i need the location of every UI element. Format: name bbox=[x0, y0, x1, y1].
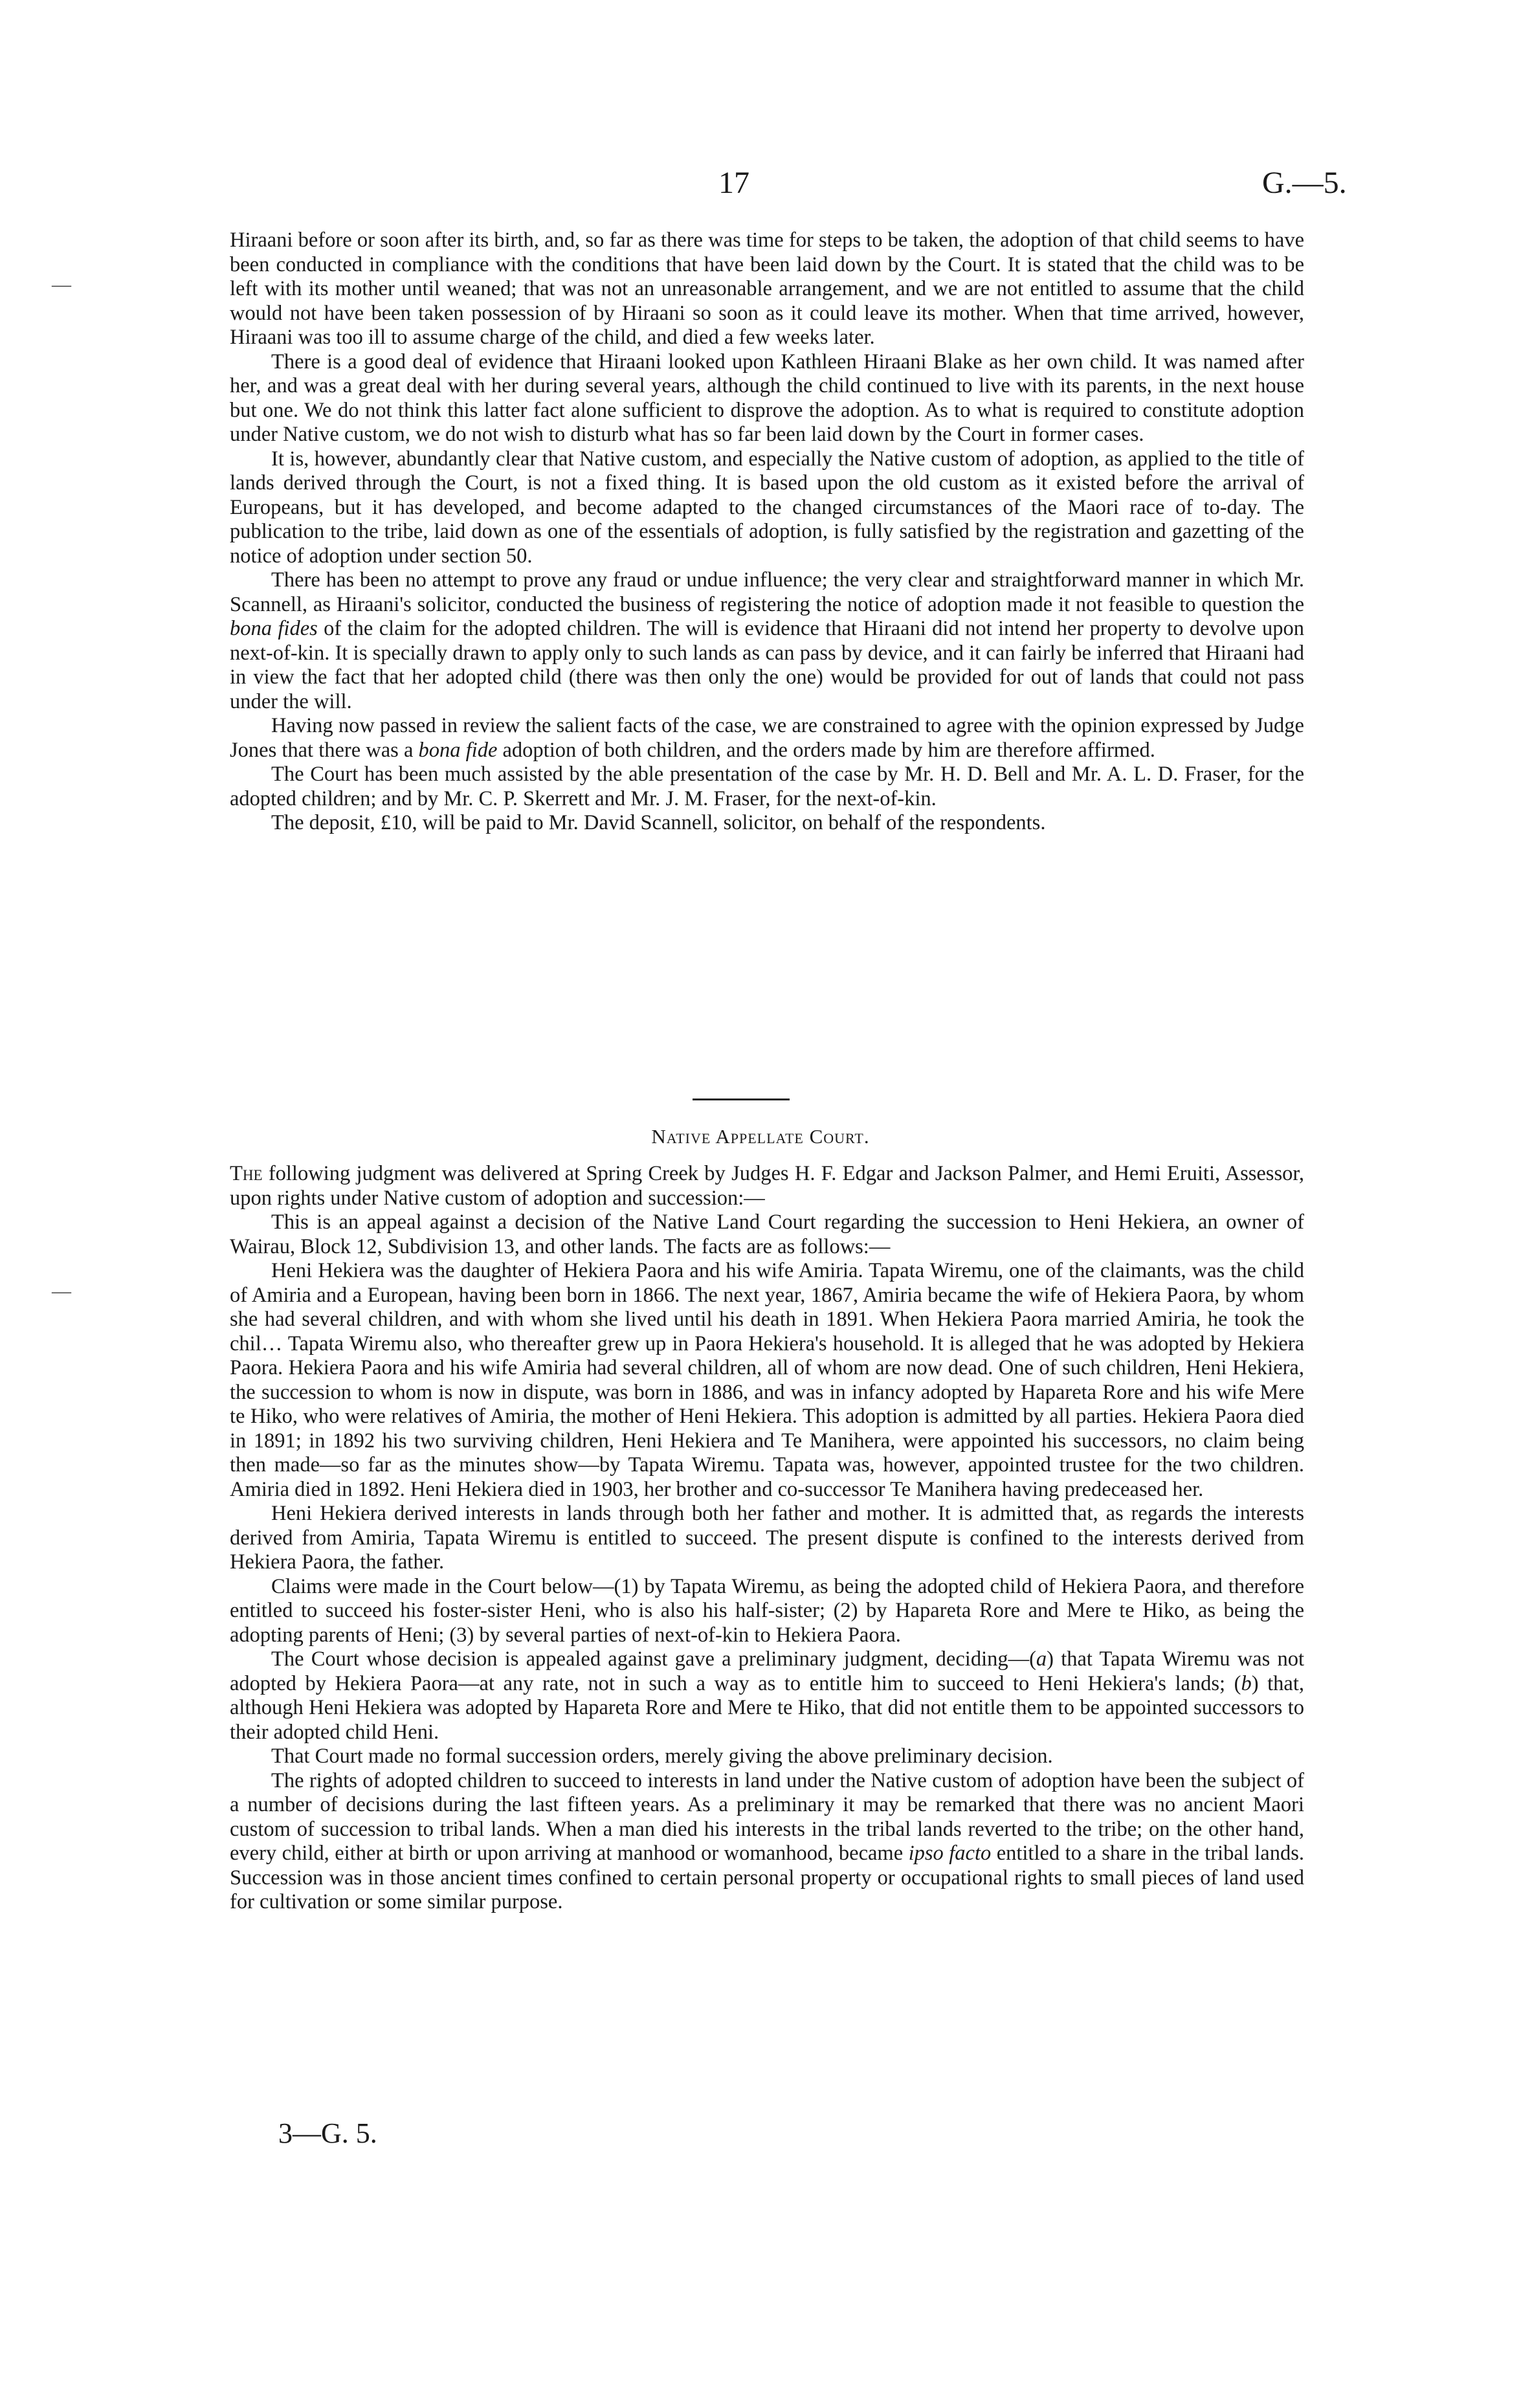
italic-term: ipso facto bbox=[908, 1842, 992, 1865]
judgment-continuation bbox=[230, 229, 1304, 836]
paragraph: Hiraani before or soon after its birth, and, so far as there was time for steps to be taken, the adoption of that child seems to have been conducted in compliance with the conditions that have been laid down by the Court. It is stated that the child was to be left with its mother until weaned; that was not an unreasonable arrangement, and we are not entitled to assume that the child would not have been taken possession of by Hiraani so soon as it could leave its mother. When that time arrived, however, Hiraani was too ill to assume charge of the child, and died a few weeks later. bbox=[230, 229, 1304, 349]
italic-term: bona fides bbox=[230, 617, 318, 640]
footer-code: 3—G. 5. bbox=[278, 2117, 377, 2149]
appellate-judgment bbox=[230, 1162, 1304, 1915]
paragraph: That Court made no formal succession orders, merely giving the above preliminary decision. bbox=[271, 1745, 1053, 1768]
paragraph: There is a good deal of evidence that Hiraani looked upon Kathleen Hiraani Blake as her own child. It was named after her, and was a great deal with her during several years, although the child continued to live with its parents, in the next house but one. We do not think this latter fact alone sufficient to disprove the adoption. As to what is required to constitute adoption under Native custom, we do not wish to disturb what has so far been laid down by the Court in former cases. bbox=[230, 350, 1304, 446]
margin-mark: — bbox=[52, 274, 71, 295]
paragraph: This is an appeal against a decision of the Native Land Court regarding the succession to Heni Hekiera, an owner of Wairau, Block 12, Subdivision 13, and other lands. The facts are as follows:— bbox=[230, 1210, 1304, 1258]
paragraph: There has been no attempt to prove any fraud or undue influence; the very clear and straightforward manner in which Mr. Scannell, as Hiraani's solicitor, conducted the business of registering the notice of adoption made it not feasible to question the bona fides of the claim for the adopted children. The will is evidence that Hiraani did not intend her property to devolve upon next-of-kin. It is specially drawn to apply only to such lands as can pass by device, and it can fairly be inferred that Hiraani had in view the fact that her adopted child (there was then only the one) would be provided for out of lands that could not pass under the will. bbox=[230, 568, 1304, 713]
italic-term: bona fide bbox=[418, 738, 498, 762]
paragraph: It is, however, abundantly clear that Native custom, and especially the Native custom of adoption, as applied to the title of lands derived through the Court, is not a fixed thing. It is based upon the old custom as it existed before the arrival of Europeans, but it has developed, and become adapted to the changed circumstances of the Maori race of to-day. The publication to the tribe, laid down as one of the essentials of adoption, is fully satisfied by the registration and gazetting of the notice of adoption under section 50. bbox=[230, 447, 1304, 568]
paragraph: The rights of adopted children to succeed to interests in land under the Native custom of adoption have been the subject of a number of decisions during the last fifteen years. As a preliminary it may be remarked that there was no ancient Maori custom of succession to tribal lands. When a man died his interests in the tribal lands reverted to the tribe; on the other hand, every child, either at birth or upon arriving at manhood or womanhood, became ipso facto entitled to a share in the tribal lands. Succession was in those ancient times confined to certain personal property or occupational rights to small pieces of land used for cultivation or some similar purpose. bbox=[230, 1768, 1304, 1913]
page-number: 17 bbox=[718, 166, 749, 200]
paragraph: The following judgment was delivered at Spring Creek by Judges H. F. Edgar and Jackson Palmer, and Hemi Eruiti, Assessor, upon rights under Native custom of adoption and succession:— bbox=[230, 1162, 1304, 1210]
section-title: Native Appellate Court. bbox=[651, 1125, 870, 1148]
document-code: G.—5. bbox=[1262, 166, 1347, 200]
paragraph: Claims were made in the Court below—(1) by Tapata Wiremu, as being the adopted child of Hekiera Paora, and therefore entitled to succeed his foster-sister Heni, who is also his half-sister; (2) by Hapareta Rore and Mere te Hiko, as being the adopting parents of Heni; (3) by several parties of next-of-kin to Hekiera Paora. bbox=[230, 1574, 1304, 1647]
margin-mark: — bbox=[52, 1280, 71, 1302]
paragraph: Heni Hekiera was the daughter of Hekiera Paora and his wife Amiria. Tapata Wiremu, one of the claimants, was the child of Amiria and a European, having been born in 1866. The next year, 1867, Amiria became the wife of Hekiera Paora, by whom she had several children, and with whom she lived until his death in 1891. When Hekiera Paora married Amiria, he took the chil… Tapata Wiremu also, who thereafter grew up in Paora Hekiera's household. It is alleged that he was adopted by Hekiera Paora. Hekiera Paora and his wife Amiria had several children, all of whom are now dead. One of such children, Heni Hekiera, the succession to whom is now in dispute, was born in 1886, and was in infancy adopted by Hapareta Rore and his wife Mere te Hiko, who were relatives of Amiria, the mother of Heni Hekiera. This adoption is admitted by all parties. Hekiera Paora died in 1891; in 1892 his two surviving children, Heni Hekiera and Te Manihera, were appointed his successors, no claim being then made—so far as the minutes show—by Tapata Wiremu. Tapata was, however, appointed trustee for the two children. Amiria died in 1892. Heni Hekiera died in 1903, her brother and co-successor Te Manihera having predeceased her. bbox=[230, 1259, 1304, 1501]
paragraph: Having now passed in review the salient facts of the case, we are constrained to agree with the opinion expressed by Judge Jones that there was a bona fide adoption of both children, and the orders made by him are therefore affirmed. bbox=[230, 714, 1304, 762]
paragraph: The deposit, £10, will be paid to Mr. David Scannell, solicitor, on behalf of the respondents. bbox=[271, 811, 1046, 834]
section-divider bbox=[693, 1098, 790, 1100]
paragraph: The Court has been much assisted by the able presentation of the case by Mr. H. D. Bell and Mr. A. L. D. Fraser, for the adopted children; and by Mr. C. P. Skerrett and Mr. J. M. Fraser, for the next-of-kin. bbox=[230, 763, 1304, 810]
paragraph: The Court whose decision is appealed against gave a preliminary judgment, deciding—(a) that Tapata Wiremu was not adopted by Hekiera Paora—at any rate, not in such a way as to entitle him to succeed to Heni Hekiera's lands; (b) that, although Heni Hekiera was adopted by Hapareta Rore and Mere te Hiko, that did not entitle them to be appointed successors to their adopted child Heni. bbox=[230, 1647, 1304, 1744]
paragraph: Heni Hekiera derived interests in lands through both her father and mother. It is admitted that, as regards the interests derived from Amiria, Tapata Wiremu is entitled to succeed. The present dispute is confined to the interests derived from Hekiera Paora, the father. bbox=[230, 1502, 1304, 1574]
